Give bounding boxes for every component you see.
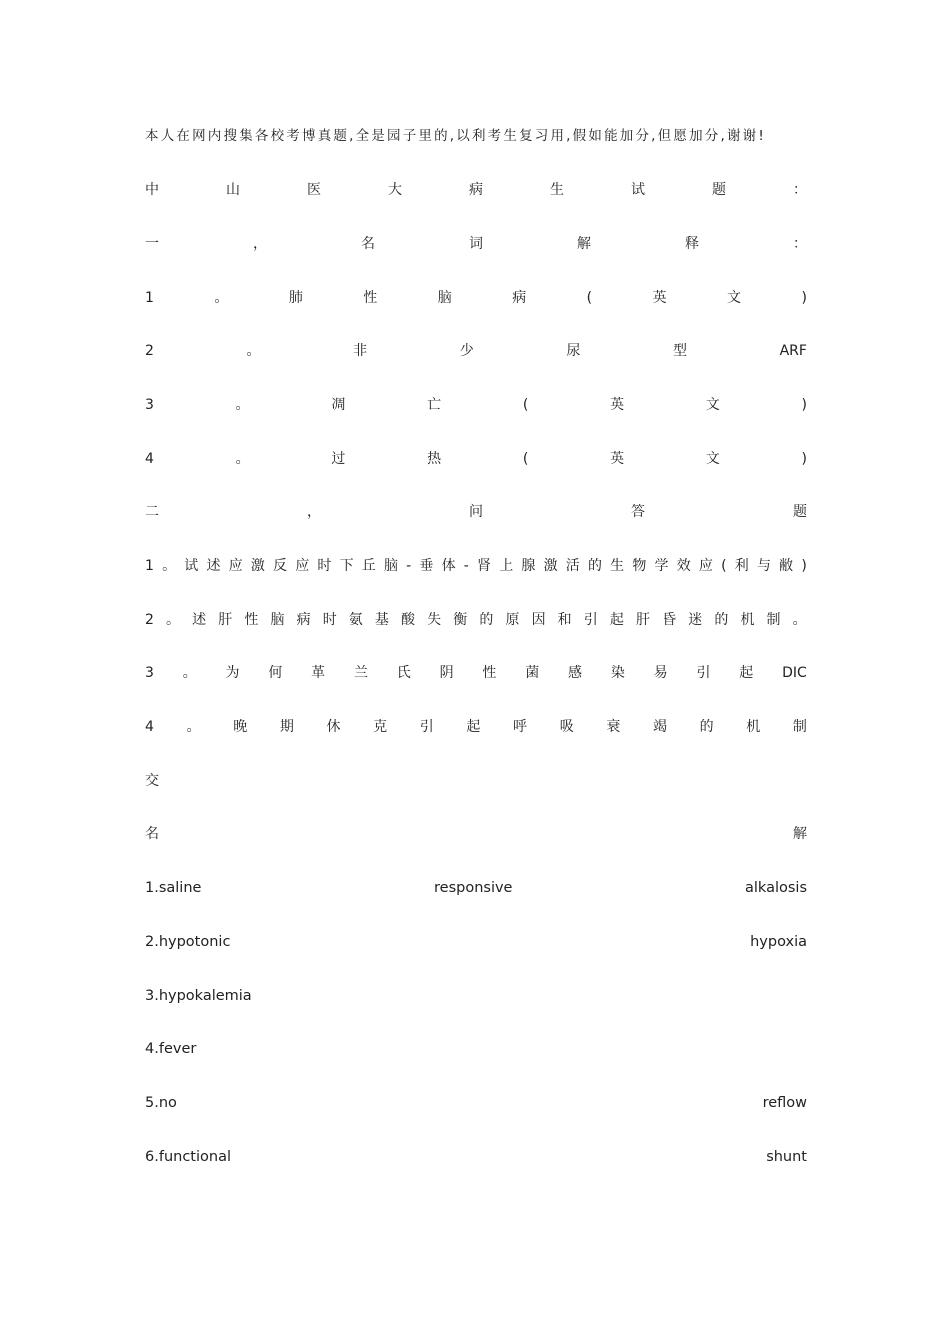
token: 问 [469, 504, 483, 520]
token: 凋 [331, 397, 346, 413]
token: 病 [296, 612, 311, 628]
token: 。 [235, 397, 250, 413]
token: 肺 [288, 290, 303, 306]
token: 6.functional [145, 1149, 231, 1165]
token: 垂 [419, 558, 434, 574]
token: 失 [427, 612, 442, 628]
token: 引 [696, 665, 711, 681]
token: 生 [550, 182, 564, 198]
jiao-line [145, 770, 807, 792]
token: 的 [479, 612, 494, 628]
token: 的 [714, 612, 729, 628]
token: 试 [184, 558, 199, 574]
token: 腺 [521, 558, 536, 574]
token: 文 [705, 451, 720, 467]
token: 因 [531, 612, 546, 628]
token: 3 [145, 397, 154, 413]
token: 述 [206, 558, 221, 574]
english-term-2 [145, 931, 807, 953]
token: 活 [565, 558, 580, 574]
token: 3.hypokalemia [145, 988, 252, 1004]
token: 2.hypotonic [145, 934, 231, 950]
term-item-1 [145, 287, 807, 309]
token: 制 [792, 719, 807, 735]
intro-text: 本人在网内搜集各校考博真题,全是园子里的,以利考生复习用,假如能加分,但愿加分,谢谢! [145, 128, 766, 144]
token: ( [586, 290, 593, 306]
token: 2 [145, 612, 154, 628]
token: ， [307, 504, 321, 520]
token: 少 [459, 343, 474, 359]
token: 的 [699, 719, 714, 735]
token: 医 [307, 182, 321, 198]
token: 何 [268, 665, 283, 681]
token: 兰 [353, 665, 368, 681]
token: 应 [295, 558, 310, 574]
token: 竭 [652, 719, 667, 735]
token: - [406, 558, 412, 574]
token: 4 [145, 451, 154, 467]
token: 体 [441, 558, 456, 574]
token: 易 [653, 665, 668, 681]
token: 感 [568, 665, 583, 681]
token: 脑 [383, 558, 398, 574]
token: 1.saline [145, 880, 202, 896]
token: 病 [469, 182, 483, 198]
token: 克 [373, 719, 388, 735]
token: 。 [235, 451, 250, 467]
term-item-3 [145, 394, 807, 416]
question-item-2 [145, 609, 807, 631]
token: 性 [244, 612, 259, 628]
token: 。 [246, 343, 261, 359]
token: ： [793, 236, 807, 252]
intro-line [145, 125, 807, 147]
token: 。 [186, 719, 201, 735]
token: 5.no [145, 1095, 177, 1111]
token: 肾 [477, 558, 492, 574]
token: 性 [363, 290, 378, 306]
section-two-heading [145, 501, 807, 523]
token: 名 [145, 826, 159, 842]
question-item-3 [145, 662, 807, 684]
token: 晚 [233, 719, 248, 735]
english-term-5 [145, 1092, 807, 1114]
token: - [463, 558, 469, 574]
token: 脑 [437, 290, 452, 306]
english-term-6 [145, 1146, 807, 1168]
token: 非 [353, 343, 368, 359]
token: shunt [766, 1149, 807, 1165]
token: 文 [705, 397, 720, 413]
token: responsive [434, 880, 513, 896]
english-term-4 [145, 1038, 807, 1060]
token: ) [801, 397, 807, 413]
token: 解 [793, 826, 807, 842]
token: 阴 [439, 665, 454, 681]
token: ARF [779, 343, 807, 359]
token: 与 [756, 558, 771, 574]
token: 型 [672, 343, 687, 359]
token: 英 [610, 397, 625, 413]
token: ( [721, 558, 727, 574]
token: 亡 [427, 397, 442, 413]
token: 中 [145, 182, 159, 198]
token: 起 [466, 719, 481, 735]
token: 氨 [348, 612, 363, 628]
token: 释 [685, 236, 699, 252]
token: 引 [583, 612, 598, 628]
token: ( [522, 451, 529, 467]
token: 学 [654, 558, 669, 574]
token: 物 [632, 558, 647, 574]
token: 和 [557, 612, 572, 628]
token: 2 [145, 343, 154, 359]
token: 氏 [396, 665, 411, 681]
token: 起 [739, 665, 754, 681]
token: 染 [610, 665, 625, 681]
token: 1 [145, 558, 154, 574]
token: 题 [793, 504, 807, 520]
token: 应 [698, 558, 713, 574]
token: 大 [388, 182, 402, 198]
token: 。 [792, 612, 807, 628]
token: 试 [631, 182, 645, 198]
token: reflow [762, 1095, 807, 1111]
token: 肝 [218, 612, 233, 628]
token: 时 [322, 612, 337, 628]
token: 呼 [513, 719, 528, 735]
token: 昏 [662, 612, 677, 628]
token: 生 [610, 558, 625, 574]
token: 引 [419, 719, 434, 735]
question-item-1 [145, 555, 807, 577]
token: 基 [374, 612, 389, 628]
token: 3 [145, 665, 154, 681]
token: 应 [228, 558, 243, 574]
token: 菌 [525, 665, 540, 681]
token: 过 [331, 451, 346, 467]
token: 一 [145, 236, 159, 252]
token: 敝 [779, 558, 794, 574]
token: 迷 [688, 612, 703, 628]
token: 起 [609, 612, 624, 628]
token: 述 [192, 612, 207, 628]
token: ： [793, 182, 807, 198]
token: 衡 [453, 612, 468, 628]
token: 脑 [270, 612, 285, 628]
token: ( [522, 397, 529, 413]
section-one-heading [145, 233, 807, 255]
token: 原 [505, 612, 520, 628]
token: ， [253, 236, 267, 252]
token: 4.fever [145, 1041, 197, 1057]
english-term-3 [145, 985, 807, 1007]
token: 病 [512, 290, 527, 306]
token: 解 [577, 236, 591, 252]
token: 二 [145, 504, 159, 520]
term-section-heading [145, 823, 807, 845]
token: 下 [339, 558, 354, 574]
token: 时 [317, 558, 332, 574]
exam-title-line [145, 179, 807, 201]
token: 休 [326, 719, 341, 735]
token: 期 [279, 719, 294, 735]
token: 名 [361, 236, 375, 252]
token: 。 [166, 612, 181, 628]
token: ) [801, 558, 807, 574]
token: 效 [676, 558, 691, 574]
token: 山 [226, 182, 240, 198]
token: 。 [214, 290, 229, 306]
token: 交 [145, 773, 159, 789]
token: 。 [162, 558, 177, 574]
token: 性 [482, 665, 497, 681]
token: 1 [145, 290, 154, 306]
token: 激 [543, 558, 558, 574]
token: 制 [766, 612, 781, 628]
token: hypoxia [750, 934, 807, 950]
token: 反 [273, 558, 288, 574]
token: 利 [734, 558, 749, 574]
token: 词 [469, 236, 483, 252]
token: 题 [712, 182, 726, 198]
token: ) [801, 451, 807, 467]
token: 答 [631, 504, 645, 520]
token: ) [801, 290, 807, 306]
token: 英 [652, 290, 667, 306]
token: 上 [499, 558, 514, 574]
token: 机 [746, 719, 761, 735]
token: 英 [610, 451, 625, 467]
token: 激 [250, 558, 265, 574]
token: 机 [740, 612, 755, 628]
token: 。 [182, 665, 197, 681]
token: 酸 [401, 612, 416, 628]
term-item-4 [145, 448, 807, 470]
token: alkalosis [745, 880, 807, 896]
token: DIC [782, 665, 807, 681]
token: 肝 [636, 612, 650, 628]
question-item-4 [145, 716, 807, 738]
english-term-1 [145, 877, 807, 899]
token: 文 [727, 290, 742, 306]
token: 热 [427, 451, 442, 467]
token: 吸 [559, 719, 574, 735]
token: 的 [587, 558, 602, 574]
token: 尿 [566, 343, 581, 359]
token: 革 [311, 665, 326, 681]
token: 丘 [361, 558, 376, 574]
token: 衰 [606, 719, 621, 735]
token: 为 [225, 665, 240, 681]
term-item-2 [145, 340, 807, 362]
token: 4 [145, 719, 154, 735]
